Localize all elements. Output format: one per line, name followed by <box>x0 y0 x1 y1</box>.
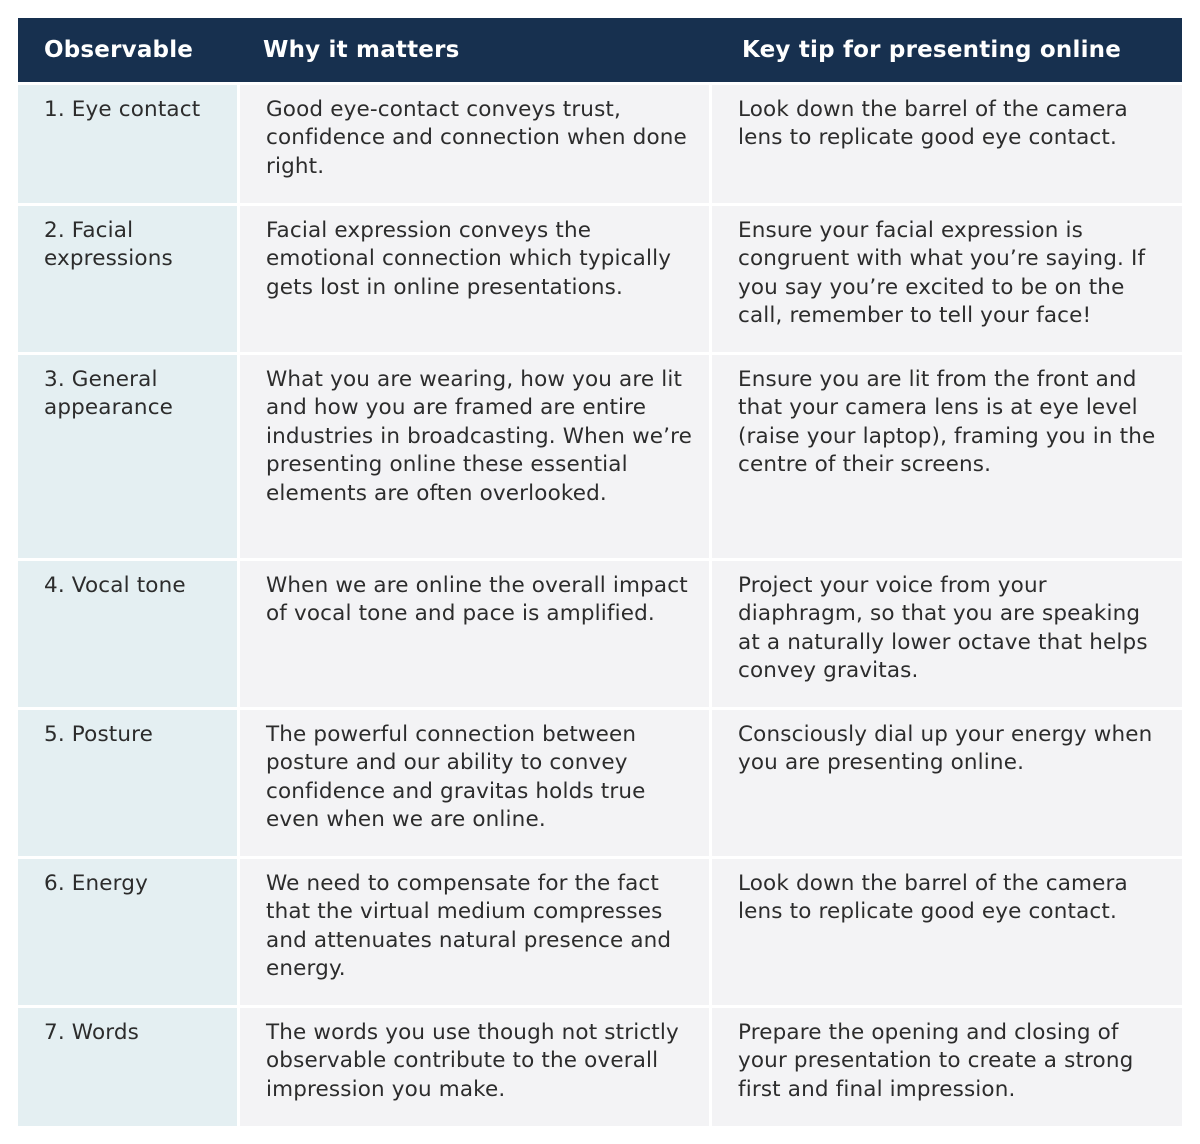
tip-cell: Prepare the opening and closing of your presentation to create a strong first and final impression. <box>709 1005 1182 1126</box>
why-cell: The words you use though not strictly observable contribute to the overall impression you make. <box>237 1005 709 1126</box>
observable-cell: 2. Facial expressions <box>18 203 237 352</box>
table-row <box>18 203 1182 352</box>
tip-cell: Ensure you are lit from the front and that your camera lens is at eye level (raise your laptop), framing you in the centre of their screens. <box>709 352 1182 558</box>
table-header <box>18 18 1182 82</box>
tips-table-container <box>18 18 1182 1126</box>
header-why-it-matters: Why it matters <box>237 18 709 82</box>
table-row <box>18 856 1182 1005</box>
tips-table <box>18 18 1182 1126</box>
observable-cell: 4. Vocal tone <box>18 558 237 707</box>
observable-cell: 3. General appearance <box>18 352 237 558</box>
tip-cell: Ensure your facial expression is congruent with what you’re saying. If you say you’re excited to be on the call, remember to tell your face! <box>709 203 1182 352</box>
observable-cell: 5. Posture <box>18 707 237 856</box>
table-row <box>18 82 1182 203</box>
table-row <box>18 558 1182 707</box>
tip-cell: Project your voice from your diaphragm, so that you are speaking at a naturally lower octave that helps convey gravitas. <box>709 558 1182 707</box>
why-cell: Facial expression conveys the emotional connection which typically gets lost in online presentations. <box>237 203 709 352</box>
tip-cell: Look down the barrel of the camera lens to replicate good eye contact. <box>709 856 1182 1005</box>
table-body <box>18 82 1182 1126</box>
observable-cell: 6. Energy <box>18 856 237 1005</box>
why-cell: What you are wearing, how you are lit and how you are framed are entire industries in broadcasting. When we’re presenting online these essential elements are often overlooked. <box>237 352 709 558</box>
why-cell: Good eye-contact conveys trust, confidence and connection when done right. <box>237 82 709 203</box>
observable-cell: 7. Words <box>18 1005 237 1126</box>
table-row <box>18 352 1182 558</box>
why-cell: We need to compensate for the fact that the virtual medium compresses and attenuates natural presence and energy. <box>237 856 709 1005</box>
why-cell: The powerful connection between posture and our ability to convey confidence and gravitas holds true even when we are online. <box>237 707 709 856</box>
header-key-tip: Key tip for presenting online <box>709 18 1182 82</box>
why-cell: When we are online the overall impact of vocal tone and pace is amplified. <box>237 558 709 707</box>
header-row <box>18 18 1182 82</box>
table-row <box>18 1005 1182 1126</box>
tip-cell: Look down the barrel of the camera lens to replicate good eye contact. <box>709 82 1182 203</box>
observable-cell: 1. Eye contact <box>18 82 237 203</box>
tip-cell: Consciously dial up your energy when you are presenting online. <box>709 707 1182 856</box>
header-observable: Observable <box>18 18 237 82</box>
table-row <box>18 707 1182 856</box>
